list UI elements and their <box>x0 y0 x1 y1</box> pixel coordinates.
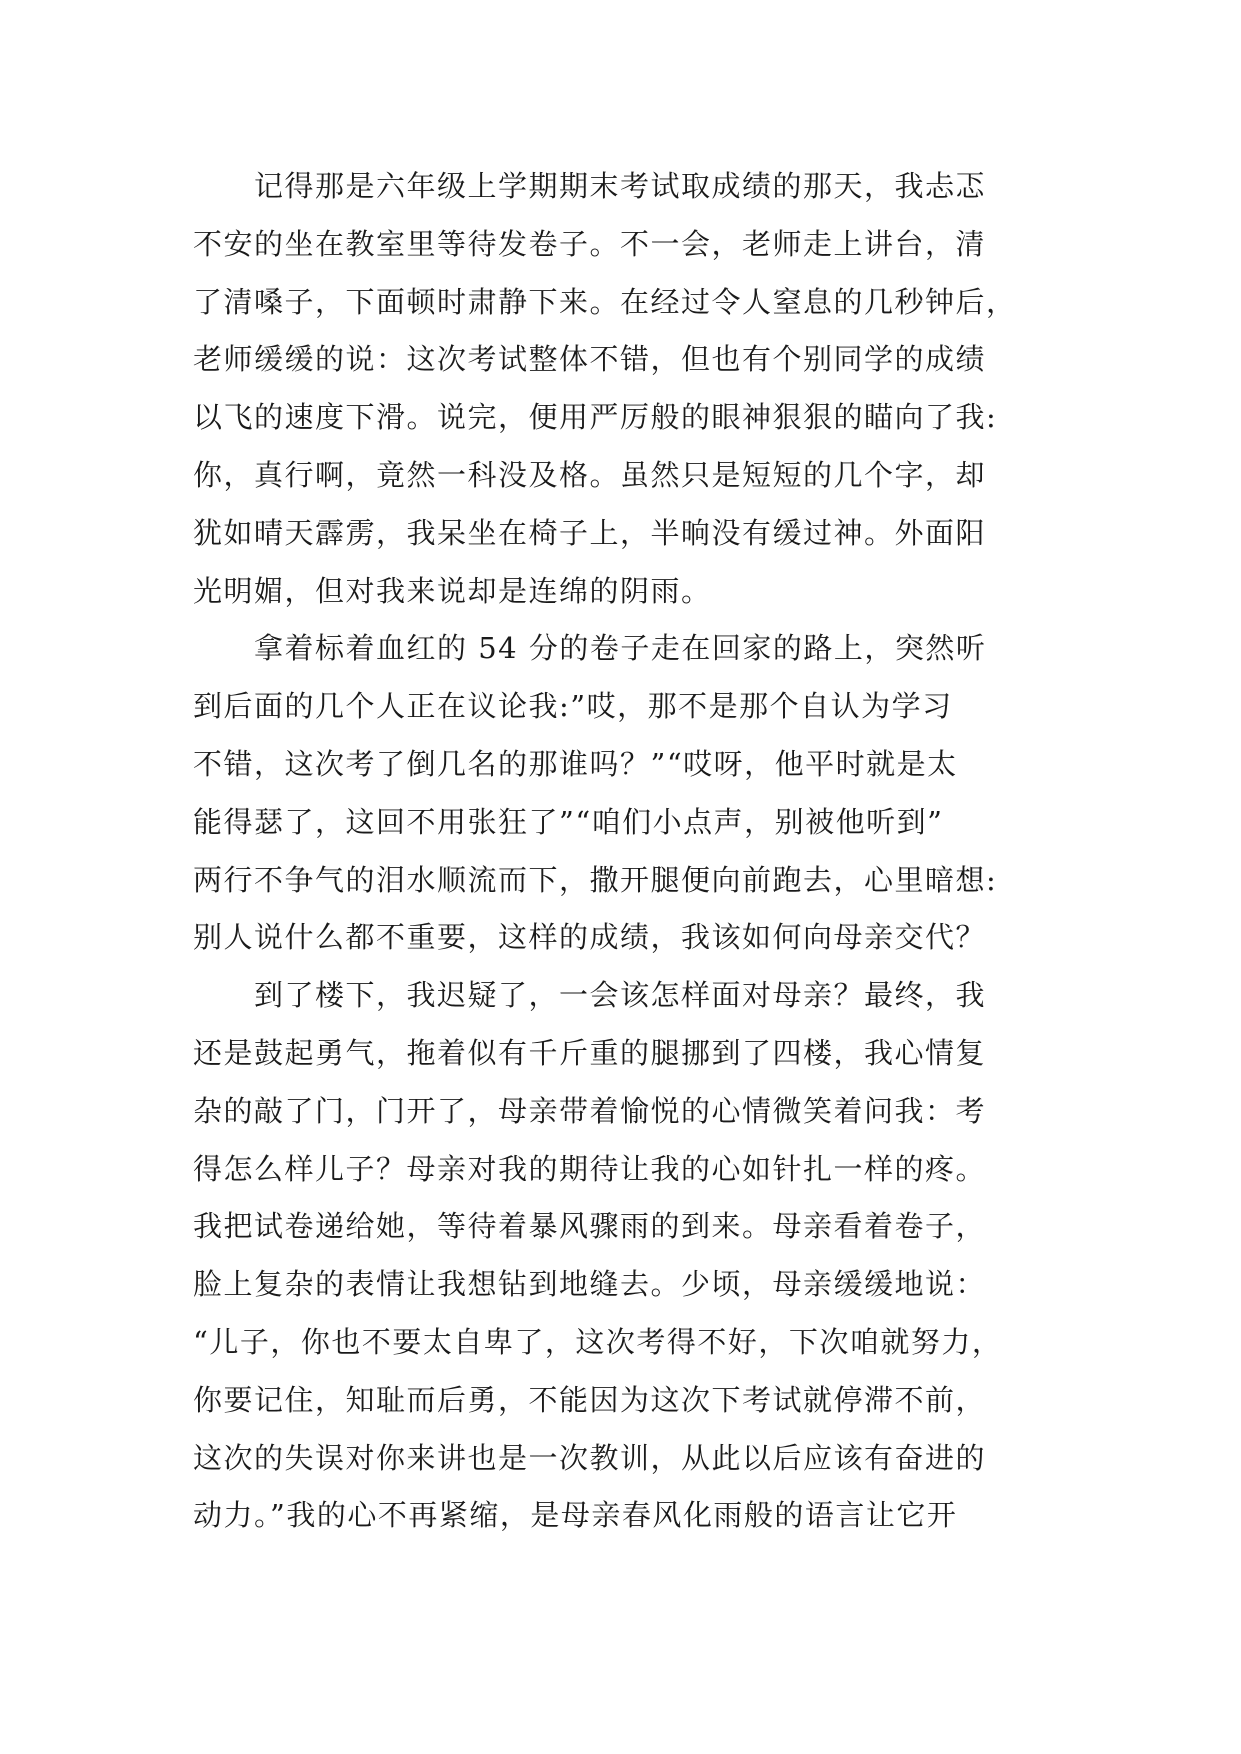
paragraph-2-line-2: 到后面的几个人正在议论我:”哎，那不是那个自认为学习 <box>193 689 953 724</box>
paragraph-2-line-5: 两行不争气的泪水顺流而下，撒开腿便向前跑去，心里暗想: <box>193 862 998 897</box>
paragraph-1-line-8: 光明媚，但对我来说却是连绵的阴雨。 <box>193 573 712 608</box>
paragraph-1-line-1: 记得那是六年级上学期期末考试取成绩的那天，我忐忑 <box>254 169 987 203</box>
paragraph-3-line-8: 你要记住，知耻而后勇，不能因为这次下考试就停滞不前， <box>193 1382 987 1417</box>
paragraph-1-line-7: 犹如晴天霹雳，我呆坐在椅子上，半晌没有缓过神。外面阳 <box>193 515 987 550</box>
paragraph-3-line-9: 这次的失误对你来讲也是一次教训，从此以后应该有奋进的 <box>193 1440 987 1475</box>
paragraph-1-line-4: 老师缓缓的说：这次考试整体不错，但也有个别同学的成绩 <box>193 342 987 377</box>
paragraph-2-line-1: 拿着标着血红的 54 分的卷子走在回家的路上，突然听 <box>254 631 987 666</box>
paragraph-2-line-3: 不错，这次考了倒几名的那谁吗？”“哎呀，他平时就是太 <box>193 746 958 781</box>
paragraph-3-line-3: 杂的敲了门，门开了，母亲带着愉悦的心情微笑着问我：考 <box>193 1093 987 1128</box>
paragraph-3-line-6: 脸上复杂的表情让我想钻到地缝去。少顷，母亲缓缓地说： <box>193 1267 987 1302</box>
paragraph-3-line-2: 还是鼓起勇气，拖着似有千斤重的腿挪到了四楼，我心情复 <box>193 1035 987 1070</box>
paragraph-3-line-5: 我把试卷递给她，等待着暴风骤雨的到来。母亲看着卷子， <box>193 1209 987 1244</box>
paragraph-2-line-4: 能得瑟了，这回不用张狂了”“咱们小点声，别被他听到” <box>193 804 944 839</box>
paragraph-3-line-4: 得怎么样儿子？母亲对我的期待让我的心如针扎一样的疼。 <box>193 1151 987 1186</box>
paragraph-1-line-5: 以飞的速度下滑。说完，便用严厉般的眼神狠狠的瞄向了我: <box>193 400 998 435</box>
paragraph-3-line-1: 到了楼下，我迟疑了，一会该怎样面对母亲？最终，我 <box>254 978 987 1013</box>
paragraph-3-line-7: “儿子，你也不要太自卑了，这次考得不好，下次咱就努力， <box>193 1324 1003 1359</box>
paragraph-1-line-3: 了清嗓子，下面顿时肃静下来。在经过令人窒息的几秒钟后， <box>193 284 1017 319</box>
document-body <box>193 158 1053 1545</box>
paragraph-3-line-10: 动力。”我的心不再紧缩，是母亲春风化雨般的语言让它开 <box>193 1498 958 1533</box>
paragraph-2-line-6: 别人说什么都不重要，这样的成绩，我该如何向母亲交代？ <box>193 920 987 955</box>
paragraph-1-line-2: 不安的坐在教室里等待发卷子。不一会，老师走上讲台，清 <box>193 226 987 261</box>
paragraph-1-line-6: 你，真行啊，竟然一科没及格。虽然只是短短的几个字，却 <box>193 457 987 492</box>
